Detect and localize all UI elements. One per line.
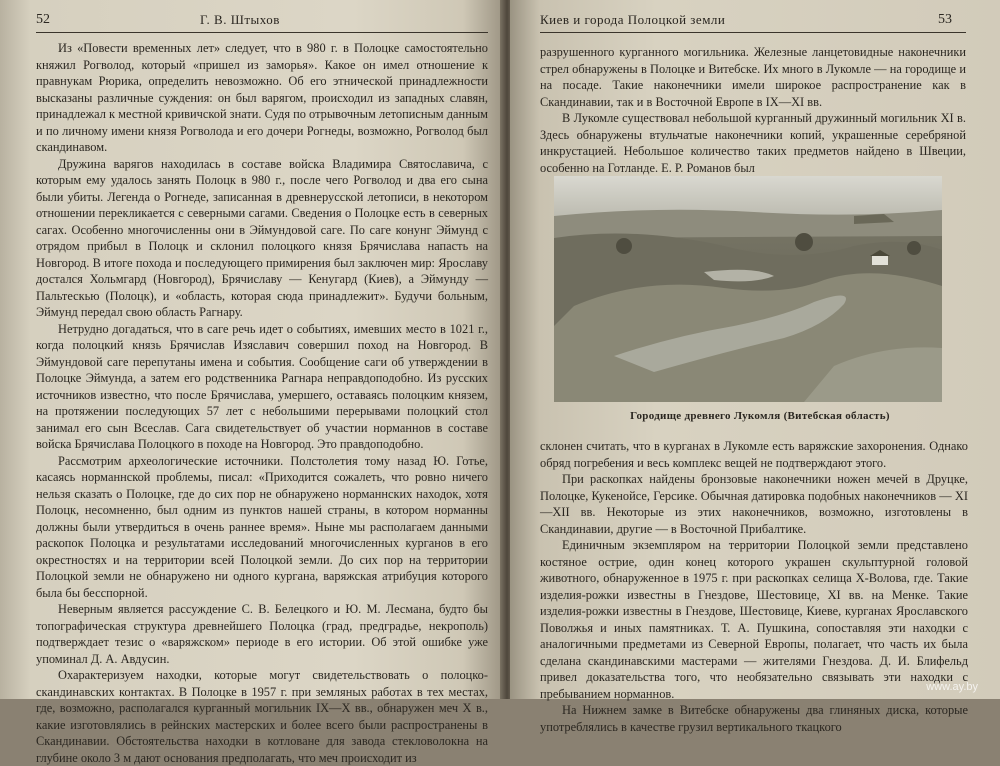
left-running-head: Г. В. Штыхов — [200, 12, 280, 27]
right-page-number: 53 — [938, 12, 952, 27]
paragraph: Нетрудно догадаться, что в саге речь идет о событиях, имевших место в 1021 г., когда полоцкий князь Брячислав Изяславич совершил поход на Новгород. В Эймундовой саге перепутаны имена и события. Сообщение саги об утверждении в Полоцке Эймунда, а затем его родственника Рагнара неправдоподобно. Из русских источников известно, что после Брячислава, умершего, оставаясь полоцким князем, на протяжении последующих 57 лет с небольшими перерывами полоцкий стол занимал его сын Всеслав. Сага свидетельствует об участии норманнов в составе войска Брячислава Полоцкого в походе на Новгород. Это правдоподобно. — [36, 321, 488, 451]
paragraph: В Лукомле существовал небольшой курганный дружинный могильник XI в. Здесь обнаружены втульчатые наконечники копий, украшенные серебряной инкрустацией. Небольшое количество таких предметов найдено в Швеции, особенно на Готланде. Е. Р. Романов был — [540, 111, 966, 175]
paragraph: При раскопках найдены бронзовые наконечники ножен мечей в Друцке, Полоцке, Кукенойсе, Герсике. Обычная датировка подобных наконечников — XI—XII вв. Некоторые из этих наконечников, возможно, изготовлены в Скандинавии, другие — в Восточной Прибалтике. — [540, 472, 968, 536]
paragraph: Рассмотрим археологические источники. Полстолетия тому назад Ю. Готье, касаясь норманнской проблемы, писал: «Приходится сожалеть, что ровно ничего нельзя сказать о Полоцке, где до сих пор не обнаружено норманнских находок, хотя Полоцк, несомненно, был одним из пунктов нашей страны, в котором норманны должны были утвердиться в очень раннее время». Ныне мы располагаем данными раскопок Полоцка и результатами исследований многочисленных курганов в его окрестностях и на территории всей Полоцкой земли. До сих пор на территории Полоцкой земли не обнаружено ни одного кургана, варяжская атрибуция которого была бы бесспорной. — [36, 453, 488, 600]
right-body-text-top — [540, 44, 966, 176]
paragraph: разрушенного курганного могильника. Железные ланцетовидные наконечники стрел обнаружены в Полоцке и Витебске. Их много в Лукомле — на городище и на посаде. Такие наконечники имели широкое распространение как в Скандинавии, так и в Восточной Европе в IX—XI вв. — [540, 45, 966, 109]
right-header-rule — [540, 32, 966, 33]
right-body-text-bottom — [540, 438, 968, 735]
paragraph: Неверным является рассуждение С. В. Белецкого и Ю. М. Лесмана, будто бы топографическая структура древнейшего Полоцка (град, предградье, некрополь) подтверждает тезис о «варяжском» периоде в его истории. Об этой ошибке уже упоминал Д. А. Авдусин. — [36, 602, 488, 666]
right-running-head: Киев и города Полоцкой земли — [540, 12, 726, 27]
paragraph: склонен считать, что в курганах в Лукомле есть варяжские захоронения. Однако обряд погребения и весь комплекс вещей не подтверждают этого. — [540, 439, 968, 470]
paragraph: Дружина варягов находилась в составе войска Владимира Святославича, с которым ему удалось занять Полоцк в 980 г., после чего Рогволод и два его сына были убиты. Легенда о Рогнеде, записанная в древнерусской летописи, в некотором отношении перекликается с северными сагами. Сведения о Полоцке есть в северных сагах. Особенно многочисленны они в Эймундовой саге. По саге конунг Эймунд с отрядом прибыл в Полоцк и склонил полоцкого князя Брячислава напасть на Новгород. В итоге похода и последующего примирения был заключен мир: Ярославу достался Хольмгард (Новгород), Брячиславу — Кенугард (Киев), а Эймунду — Пальтескью (Полоцк), и «область, которая сюда принадлежит». Будучи больным, Эймунд передал свою область Рагнару. — [36, 156, 488, 319]
watermark-text: www.ay.by — [926, 681, 978, 693]
paragraph: Охарактеризуем находки, которые могут свидетельствовать о полоцко-скандинавских контактах. В Полоцке в 1957 г. при земляных работах в тех местах, где, возможно, располагался курганный могильник IX—X вв., обнаружен меч X в., какие изготовлялись в рейнских мастерских и более всего были распространены в Скандинавии. Обстоятельства находки в котловане для завода стекловолокна на глубине около 3 м дают основания предполагать, что меч происходит из — [36, 668, 488, 765]
figure-caption: Городище древнего Лукомля (Витебская область) — [630, 410, 890, 422]
landscape-photo — [554, 176, 942, 402]
left-body-text — [36, 40, 488, 766]
paragraph: Единичным экземпляром на территории Полоцкой земли представлено костяное острие, один конец которого украшен скульптурной головой животного, обнаруженное в 1975 г. при раскопках селища Х-Волова, где. Такие изделия-рожки известны в Гнездове, Шестовице, XI вв. на Менке. Такие изделия-рожки известны в Гнездове, Шестовице, Киеве, курганах Ярославского Поволжья и иных памятниках. Т. А. Пушкина, сопоставляя эти находки с аналогичными предметами из Северной Европы, полагает, что часть их была сделана скандинавскими мастерами — жителями Гнездова. Д. И. Блифельд привел доказательства того, что необязательно связывать эти находки с пребыванием норманнов. — [540, 538, 968, 701]
right-page — [510, 0, 1000, 734]
paragraph: Из «Повести временных лет» следует, что в 980 г. в Полоцке самостоятельно княжил Рогволод, который «пришел из заморья». Какое он имел отношение к правнукам Рюрика, определить невозможно. Об его этнической принадлежности высказаны различные суждения: он был варягом, происходил из западных славян, принадлежал к местной кривичской знати. Судя по отрывочным летописным данным и по личному имени князя Рогволода и его дочери Рогнеды, возможно, Рогволод был скандинавом. — [36, 41, 488, 154]
left-header-rule — [36, 32, 488, 33]
paragraph: На Нижнем замке в Витебске обнаружены два глиняных диска, которые употреблялись в качестве грузил вертикального ткацкого — [540, 703, 968, 734]
landscape-photo-illustration — [554, 176, 942, 402]
left-page-number: 52 — [36, 12, 50, 27]
